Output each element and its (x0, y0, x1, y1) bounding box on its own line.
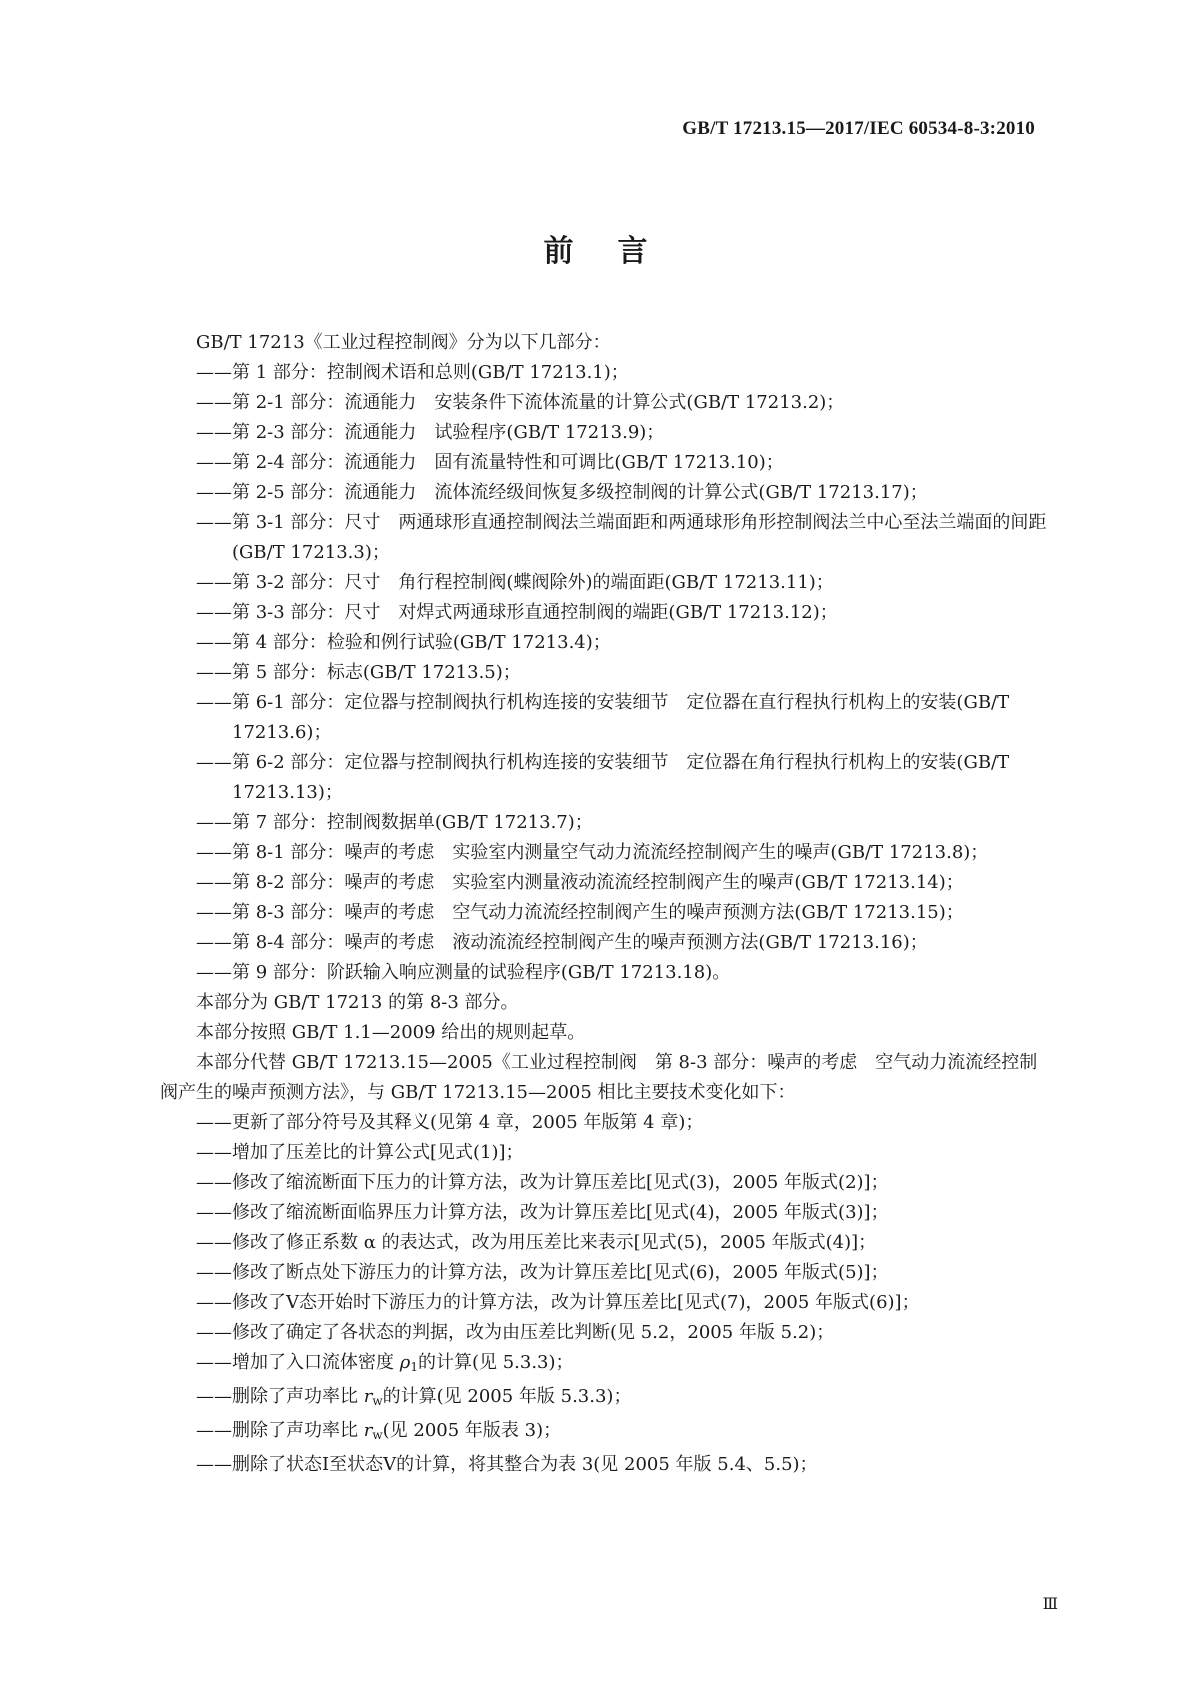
drafting-rules-paragraph: 本部分按照 GB/T 1.1—2009 给出的规则起草。 (196, 1022, 586, 1043)
change-item-rw-calc (160, 1382, 1050, 1416)
change-item: ——增加了压差比的计算公式[见式(1)]； (196, 1142, 524, 1163)
change-item-rho (160, 1348, 1050, 1382)
part-item: ——第 7 部分：控制阀数据单(GB/T 17213.7)； (196, 812, 593, 833)
part-item: ——第 2-4 部分：流通能力 固有流量特性和可调比(GB/T 17213.10)； (196, 452, 784, 473)
part-item: ——第 1 部分：控制阀术语和总则(GB/T 17213.1)； (196, 362, 629, 383)
change-item: ——更新了部分符号及其释义(见第 4 章，2005 年版第 4 章)； (196, 1112, 704, 1133)
page-title: 前言 (543, 234, 692, 269)
change-item-rw-table (160, 1416, 1050, 1450)
change-item: ——修改了Ⅴ态开始时下游压力的计算方法，改为计算压差比[见式(7)，2005 年版式(6)]； (196, 1292, 920, 1313)
part-item: ——第 8-1 部分：噪声的考虑 实验室内测量空气动力流流经控制阀产生的噪声(GB/T 17213.8)； (196, 842, 989, 863)
rho-subscript: 1 (410, 1360, 418, 1374)
change-item: ——修改了断点处下游压力的计算方法，改为计算压差比[见式(6)，2005 年版式(5)]； (196, 1262, 889, 1283)
part-item: ——第 2-3 部分：流通能力 试验程序(GB/T 17213.9)； (196, 422, 665, 443)
change-item: ——修改了修正系数 α 的表达式，改为用压差比来表示[见式(5)，2005 年版式(4)]； (196, 1232, 877, 1253)
change-item: ——修改了缩流断面临界压力计算方法，改为计算压差比[见式(4)，2005 年版式(3)]； (196, 1202, 889, 1223)
part-item: ——第 9 部分：阶跃输入响应测量的试验程序(GB/T 17213.18)。 (196, 962, 731, 983)
part-item: ——第 4 部分：检验和例行试验(GB/T 17213.4)； (196, 632, 611, 653)
replacement-paragraph: 本部分代替 GB/T 17213.15—2005《工业过程控制阀 第 8-3 部分：噪声的考虑 空气动力流流经控制阀产生的噪声预测方法》，与 GB/T 17213.15—2005 相比主要技术变化如下： (160, 1052, 1038, 1103)
change-prefix: ——增加了入口流体密度 (196, 1352, 400, 1373)
part-item: ——第 8-3 部分：噪声的考虑 空气动力流流经控制阀产生的噪声预测方法(GB/T 17213.15)； (196, 902, 964, 923)
rw-symbol: r (363, 1386, 373, 1407)
part-item: ——第 3-2 部分：尺寸 角行程控制阀(蝶阀除外)的端面距(GB/T 17213.11)； (196, 572, 834, 593)
change-item: ——删除了状态Ⅰ至状态Ⅴ的计算，将其整合为表 3(见 2005 年版 5.4、5.5)； (196, 1454, 818, 1475)
part-item: ——第 2-1 部分：流通能力 安装条件下流体流量的计算公式(GB/T 17213.2)； (196, 392, 845, 413)
part-item: ——第 2-5 部分：流通能力 流体流经级间恢复多级控制阀的计算公式(GB/T 17213.17)； (196, 482, 928, 503)
part-item: ——第 3-3 部分：尺寸 对焊式两通球形直通控制阀的端距(GB/T 17213.12)； (196, 602, 838, 623)
rho-symbol: ρ (399, 1352, 411, 1373)
part-item: ——第 8-2 部分：噪声的考虑 实验室内测量液动流流经控制阀产生的噪声(GB/T 17213.14)； (196, 872, 964, 893)
part-item: ——第 5 部分：标志(GB/T 17213.5)； (196, 662, 521, 683)
standard-number-header: GB/T 17213.15—2017/IEC 60534-8-3:2010 (682, 118, 1035, 139)
intro-paragraph: GB/T 17213《工业过程控制阀》分为以下几部分： (196, 332, 611, 353)
document-body (160, 328, 1050, 1480)
change-suffix: (见 2005 年版表 3)； (382, 1420, 562, 1441)
change-suffix: 的计算(见 5.3.3)； (417, 1352, 574, 1373)
rw-subscript: w (372, 1394, 383, 1408)
change-suffix: 的计算(见 2005 年版 5.3.3)； (382, 1386, 632, 1407)
rw-symbol: r (363, 1420, 373, 1441)
rw-subscript: w (372, 1428, 383, 1442)
change-item: ——修改了缩流断面下压力的计算方法，改为计算压差比[见式(3)，2005 年版式(2)]； (196, 1172, 889, 1193)
part-item: ——第 8-4 部分：噪声的考虑 液动流流经控制阀产生的噪声预测方法(GB/T 17213.16)； (196, 932, 928, 953)
change-item: ——修改了确定了各状态的判据，改为由压差比判断(见 5.2，2005 年版 5.2)； (196, 1322, 835, 1343)
page-number: Ⅲ (1042, 1596, 1058, 1613)
scope-paragraph: 本部分为 GB/T 17213 的第 8-3 部分。 (196, 992, 519, 1013)
part-item: ——第 6-1 部分：定位器与控制阀执行机构连接的安装细节 定位器在直行程执行机构上的安装(GB/T 17213.6)； (196, 692, 1010, 743)
part-item: ——第 6-2 部分：定位器与控制阀执行机构连接的安装细节 定位器在角行程执行机构上的安装(GB/T 17213.13)； (196, 752, 1010, 803)
change-prefix: ——删除了声功率比 (196, 1386, 364, 1407)
part-item: ——第 3-1 部分：尺寸 两通球形直通控制阀法兰端面距和两通球形角形控制阀法兰中心至法兰端面的间距(GB/T 17213.3)； (196, 512, 1047, 563)
change-prefix: ——删除了声功率比 (196, 1420, 364, 1441)
